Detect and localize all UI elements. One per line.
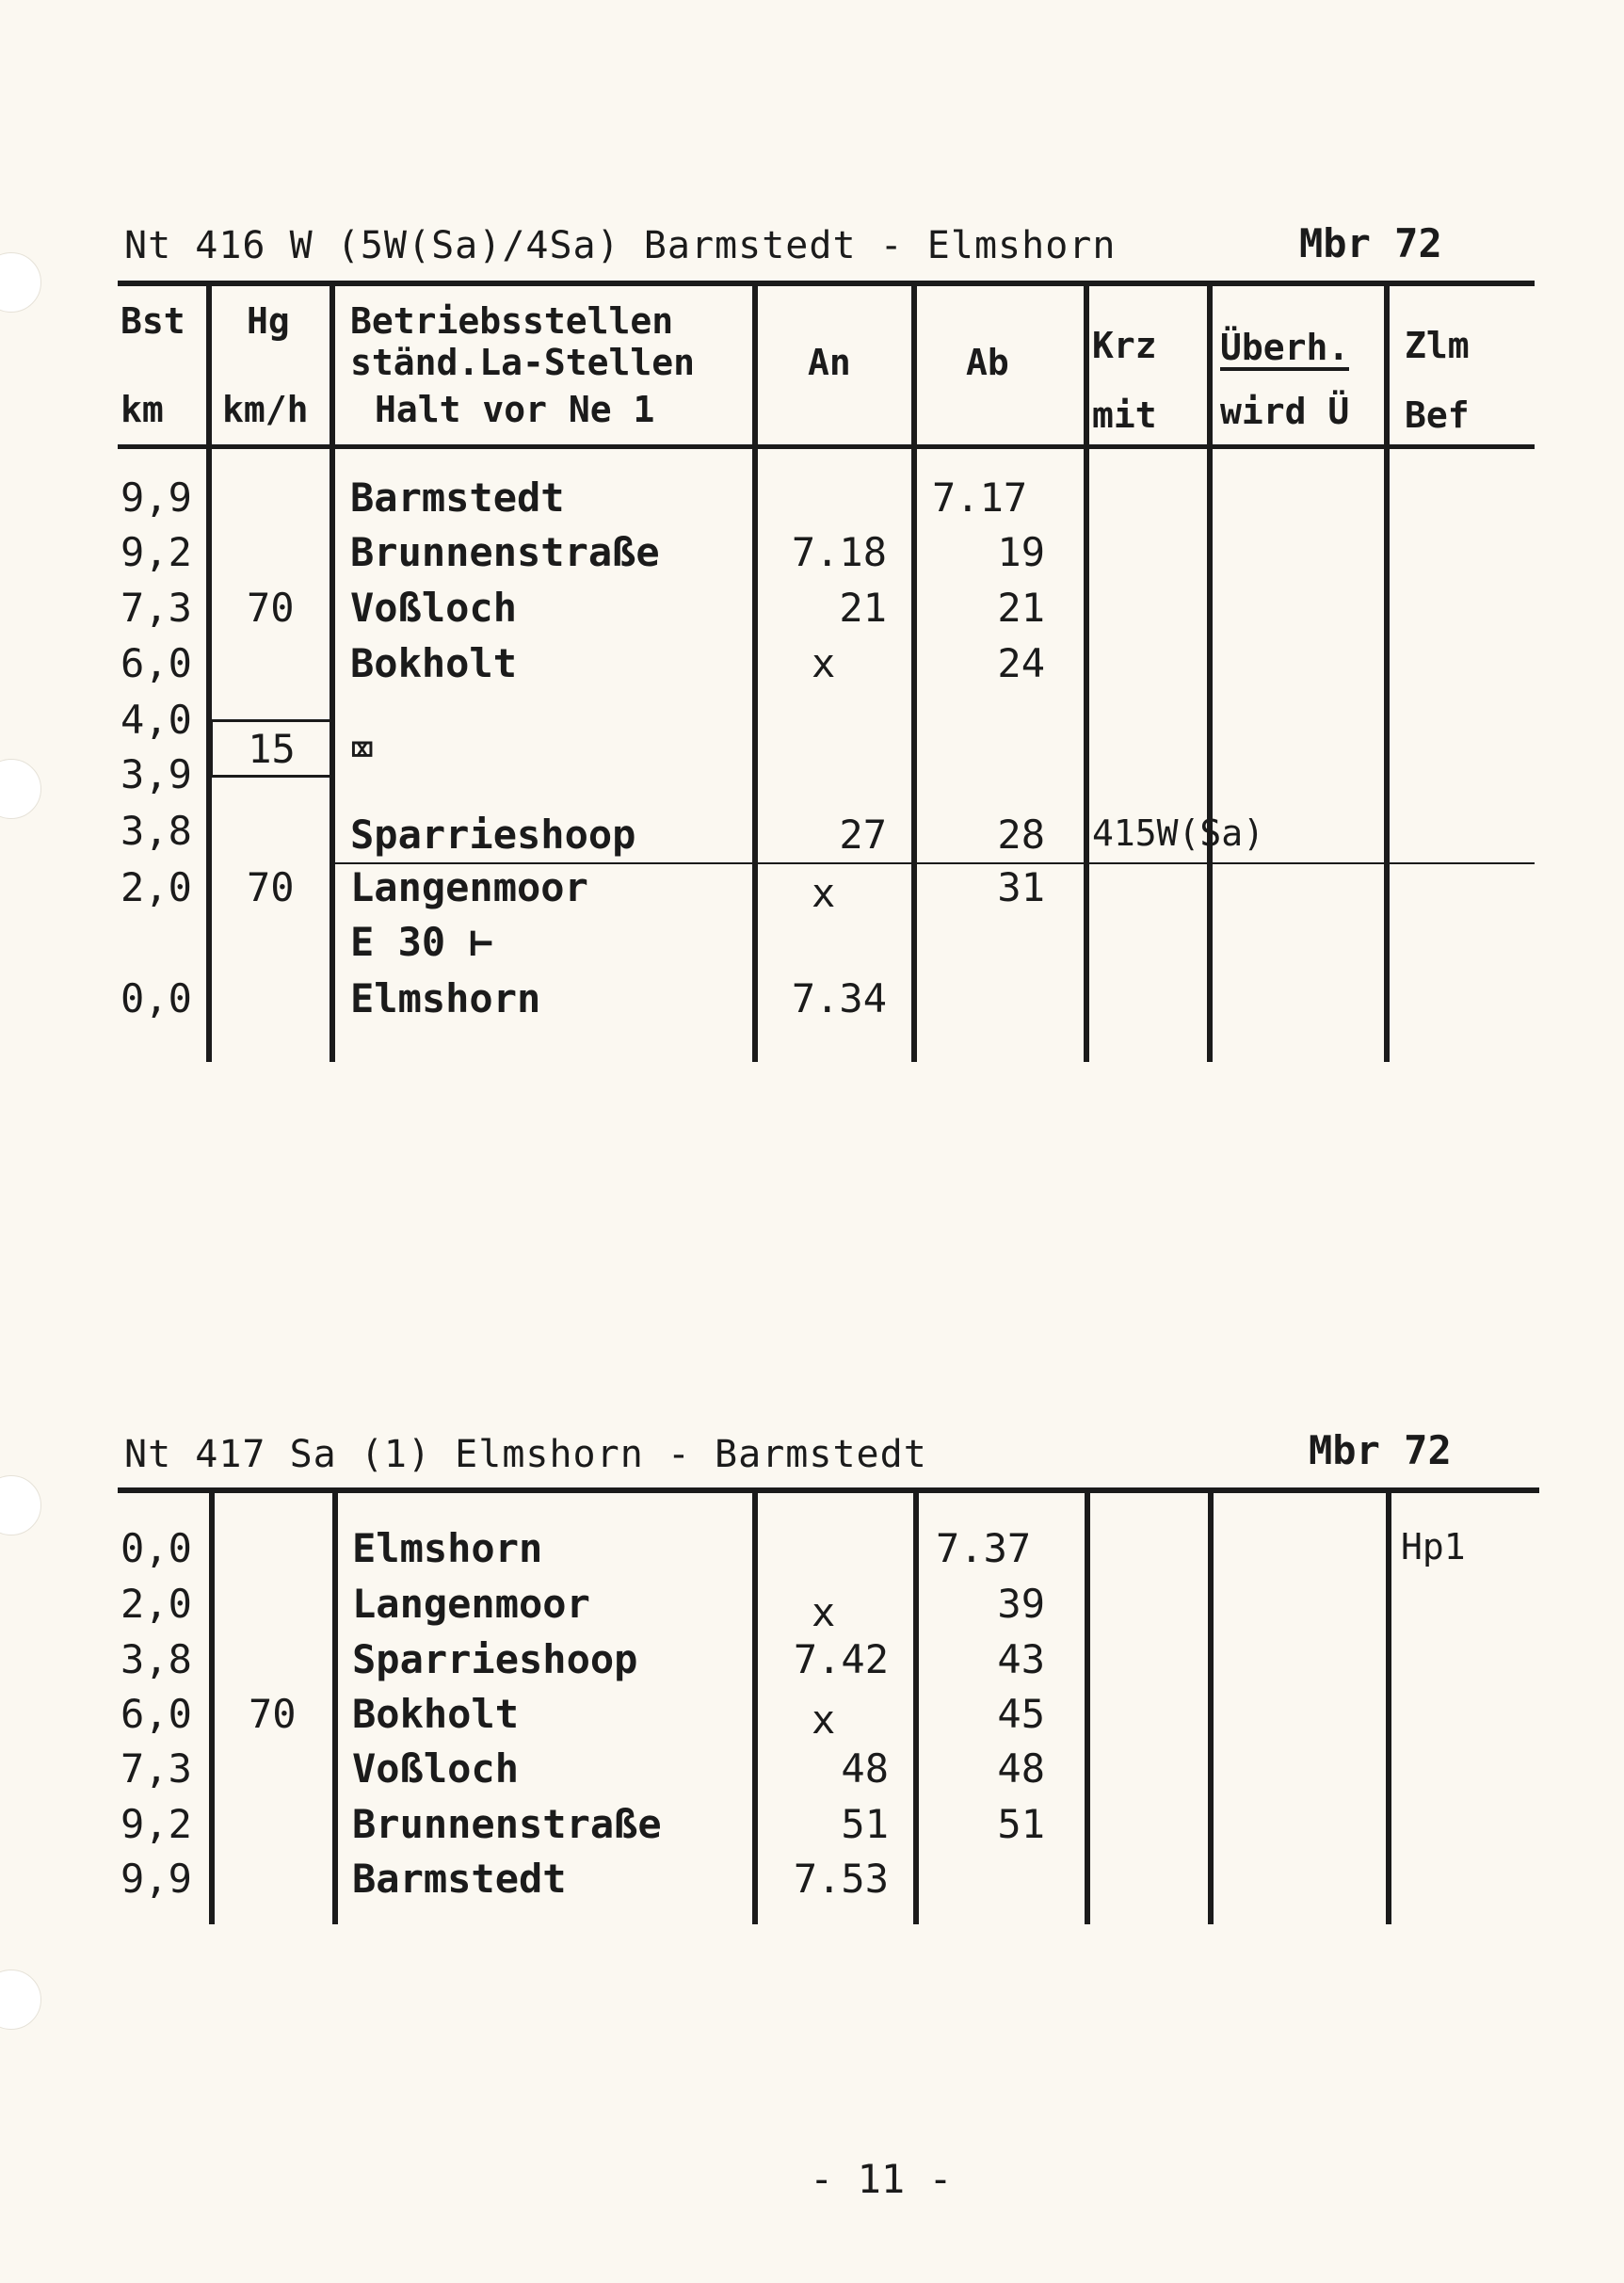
row-km: 6,0	[121, 1691, 192, 1737]
row-station: Voßloch	[352, 1745, 520, 1792]
header-hg: Hg	[247, 300, 290, 342]
row-km: 4,0	[121, 697, 192, 743]
row-station: Voßloch	[350, 585, 518, 631]
table2-title: Nt 417 Sa (1) Elmshorn - Barmstedt	[124, 1433, 927, 1476]
row-ab: 39	[997, 1581, 1045, 1627]
row-hg: 70	[247, 864, 295, 910]
row-ab: 51	[997, 1801, 1045, 1847]
col-divider	[206, 282, 212, 1062]
row-an: 7.34	[791, 975, 887, 1021]
table1-title: Nt 416 W (5W(Sa)/4Sa) Barmstedt - Elmshorn	[124, 224, 1117, 267]
mbr-value: 72	[1394, 220, 1442, 266]
row-ab: 48	[997, 1745, 1045, 1792]
row-station: Sparrieshoop	[350, 812, 636, 858]
row-km: 7,3	[121, 1745, 192, 1792]
header-halt: Halt vor Ne 1	[375, 389, 655, 430]
row-ab: 28	[997, 812, 1045, 858]
header-zlm: Zlm	[1405, 325, 1470, 366]
header-betriebsstellen: Betriebsstellen	[350, 300, 674, 342]
mbr-value: 72	[1404, 1427, 1452, 1473]
row-an: 48	[841, 1745, 889, 1792]
header-wird: wird Ü	[1220, 391, 1350, 432]
row-an: x	[812, 640, 836, 686]
row-station: Sparrieshoop	[352, 1636, 638, 1682]
header-mit: mit	[1092, 394, 1157, 436]
row-station: Bokholt	[352, 1691, 520, 1737]
col-divider	[330, 282, 335, 1062]
crossing-symbol: ⌧	[350, 726, 375, 772]
row-station: Bokholt	[350, 640, 518, 686]
row-km: 2,0	[121, 1581, 192, 1627]
col-divider	[1208, 1489, 1214, 1924]
header-la-stellen: ständ.La-Stellen	[350, 342, 696, 383]
row-km: 3,8	[121, 808, 192, 854]
col-divider	[752, 282, 758, 1062]
header-km: km	[121, 389, 164, 430]
col-divider	[1207, 282, 1213, 1062]
row-ab: 43	[997, 1636, 1045, 1682]
header-krz: Krz	[1092, 325, 1157, 366]
col-divider	[1386, 1489, 1391, 1924]
row-km: 3,9	[121, 751, 192, 797]
row-ab: 45	[997, 1691, 1045, 1737]
row-ab: 7.17	[932, 474, 1028, 521]
col-divider	[332, 1489, 338, 1924]
row-an: 7.42	[793, 1636, 889, 1682]
row-hg: 70	[247, 585, 295, 631]
mbr-label: Mbr	[1299, 220, 1371, 266]
punch-hole	[0, 759, 41, 819]
speed-restriction-value: 15	[248, 726, 296, 772]
row-km: 3,8	[121, 1636, 192, 1682]
row-km: 0,0	[121, 975, 192, 1021]
row-km: 9,2	[121, 1801, 192, 1847]
row-ab: 31	[997, 864, 1045, 910]
row-km: 9,9	[121, 474, 192, 521]
mbr-label: Mbr	[1309, 1427, 1380, 1473]
header-ab: Ab	[966, 342, 1009, 383]
row-ab: 24	[997, 640, 1045, 686]
row-an: 21	[839, 585, 887, 631]
row-station: Brunnenstraße	[352, 1801, 662, 1847]
row-an: 27	[839, 812, 887, 858]
row-an: 7.53	[793, 1856, 889, 1902]
punch-hole	[0, 1969, 41, 2030]
row-km: 7,3	[121, 585, 192, 631]
row-station: Barmstedt	[352, 1856, 567, 1902]
row-station: Elmshorn	[352, 1525, 543, 1571]
row-station: Elmshorn	[350, 975, 541, 1021]
row-an: x	[812, 1696, 836, 1743]
row-station: Barmstedt	[350, 474, 565, 521]
col-divider	[911, 282, 917, 1062]
col-divider	[913, 1489, 919, 1924]
page-number: - 11 -	[810, 2156, 953, 2202]
row-km: 9,2	[121, 529, 192, 575]
table2-mbr	[1309, 1427, 1452, 1473]
row-ab: 21	[997, 585, 1045, 631]
row-ab: 7.37	[936, 1525, 1032, 1571]
punch-hole	[0, 1475, 41, 1535]
row-zlm: Hp1	[1401, 1526, 1466, 1568]
header-kmh: km/h	[222, 389, 309, 430]
header-bst: Bst	[121, 300, 185, 342]
punch-hole	[0, 252, 41, 313]
header-uberh: Überh.	[1220, 330, 1349, 371]
row-station: E 30 ⊢	[350, 919, 493, 965]
row-station: Langenmoor	[350, 864, 588, 910]
col-divider	[1085, 1489, 1090, 1924]
header-an: An	[808, 342, 851, 383]
row-km: 0,0	[121, 1525, 192, 1571]
table2-top-rule	[118, 1487, 1539, 1493]
row-km: 9,9	[121, 1856, 192, 1902]
row-station: Langenmoor	[352, 1581, 590, 1627]
col-divider	[1084, 282, 1089, 1062]
row-an: 51	[841, 1801, 889, 1847]
row-an: x	[812, 870, 836, 916]
row-an: 7.18	[791, 529, 887, 575]
col-divider	[209, 1489, 215, 1924]
row-km: 2,0	[121, 864, 192, 910]
col-divider	[1384, 282, 1390, 1062]
row-ab: 19	[997, 529, 1045, 575]
row-hg: 70	[249, 1691, 297, 1737]
row-station: Brunnenstraße	[350, 529, 660, 575]
col-divider	[752, 1489, 758, 1924]
row-km: 6,0	[121, 640, 192, 686]
row-an: x	[812, 1589, 836, 1635]
row-krz: 415W(Sa)	[1092, 812, 1265, 854]
table1-mbr	[1299, 220, 1442, 266]
header-bef: Bef	[1405, 394, 1470, 436]
